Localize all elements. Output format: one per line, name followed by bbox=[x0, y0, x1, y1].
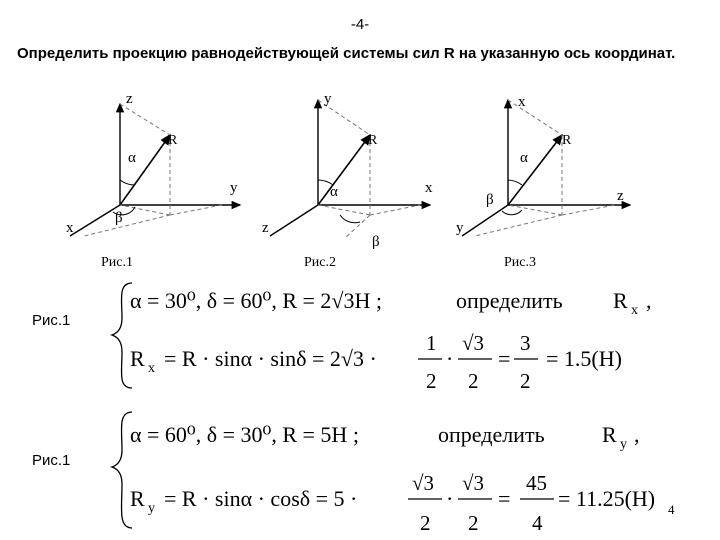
frac-1-3-den: 2 bbox=[520, 369, 531, 393]
result-1: = 1.5(H) bbox=[546, 346, 622, 371]
determine-2: определить bbox=[438, 422, 545, 447]
axis-label-left-2: z bbox=[262, 220, 269, 236]
brace-2 bbox=[112, 412, 132, 528]
eq-lhs-1: R bbox=[130, 346, 145, 371]
axis-label-right-3: z bbox=[617, 188, 624, 204]
svg-text:=: = bbox=[498, 346, 511, 371]
target-tail-1: , bbox=[646, 288, 652, 313]
eq-lhs-sub-2: y bbox=[148, 501, 155, 516]
task-statement: Определить проекцию равнодействующей системы сил R на указанную ось координат. bbox=[17, 45, 676, 62]
eq-lhs-2: R bbox=[130, 486, 145, 511]
result-2: = 11.25(H) bbox=[558, 486, 656, 511]
axis-left-1 bbox=[70, 205, 120, 236]
frac-2-2-num: √3 bbox=[462, 471, 485, 495]
given-1: α = 30⁰, δ = 60⁰, R = 2√3H ; bbox=[130, 288, 383, 313]
eq-lhs-sub-1: x bbox=[148, 361, 155, 376]
frac-1-2-num: √3 bbox=[462, 331, 485, 355]
angle-alpha-1: α bbox=[128, 150, 136, 166]
frac-2-1-den: 2 bbox=[420, 511, 431, 535]
determine-1: определить bbox=[456, 288, 563, 313]
target-1: R bbox=[613, 288, 628, 313]
axis-label-left-1: x bbox=[66, 220, 74, 236]
slide-number: -4- bbox=[350, 16, 370, 33]
force-label-3: R bbox=[562, 133, 572, 148]
problem-2-label: Рис.1 bbox=[32, 452, 71, 469]
angle-alpha-2: α bbox=[330, 184, 338, 200]
svg-text:·: · bbox=[446, 346, 454, 371]
target-sub-2: y bbox=[620, 437, 627, 452]
target-sub-1: x bbox=[631, 303, 638, 318]
frac-2-1-num: √3 bbox=[412, 471, 435, 495]
target-2: R bbox=[602, 422, 617, 447]
frac-1-1-den: 2 bbox=[426, 369, 437, 393]
force-label-1: R bbox=[168, 133, 178, 148]
axis-label-left-3: y bbox=[456, 220, 464, 236]
angle-beta-1: β bbox=[115, 210, 123, 226]
frac-2-3-den: 4 bbox=[532, 511, 543, 535]
figure-caption-3: Рис.3 bbox=[504, 255, 536, 270]
force-vector-2 bbox=[318, 135, 370, 205]
target-tail-2: , bbox=[634, 422, 640, 447]
eq-mid-2: = R · sinα · cosδ = 5 · bbox=[164, 486, 358, 511]
force-vector-1 bbox=[120, 135, 170, 205]
figure-2 bbox=[262, 91, 433, 270]
angle-beta-3: β bbox=[486, 192, 494, 208]
problem-1 bbox=[112, 283, 652, 393]
frac-1-2-den: 2 bbox=[468, 369, 479, 393]
problem-2 bbox=[112, 412, 675, 535]
axis-label-right-2: x bbox=[425, 180, 433, 196]
page-mark: 4 bbox=[668, 502, 675, 517]
svg-text:·: · bbox=[446, 486, 454, 511]
figure-3 bbox=[456, 94, 630, 270]
axis-label-up-3: x bbox=[518, 94, 526, 110]
figure-1 bbox=[66, 91, 240, 270]
angle-beta-2: β bbox=[372, 234, 380, 250]
axis-label-right-1: y bbox=[230, 180, 238, 196]
given-2: α = 60⁰, δ = 30⁰, R = 5H ; bbox=[130, 422, 359, 447]
force-label-2: R bbox=[368, 133, 378, 148]
axis-label-up-2: y bbox=[324, 91, 332, 107]
force-vector-3 bbox=[508, 135, 562, 205]
frac-2-2-den: 2 bbox=[468, 511, 479, 535]
figure-caption-2: Рис.2 bbox=[304, 255, 336, 270]
brace-1 bbox=[112, 283, 132, 388]
figure-caption-1: Рис.1 bbox=[101, 255, 133, 270]
axis-left-3 bbox=[462, 205, 508, 236]
frac-1-1-num: 1 bbox=[426, 331, 437, 355]
axis-left-2 bbox=[270, 205, 318, 236]
axis-label-up-1: z bbox=[126, 91, 133, 107]
frac-1-3-num: 3 bbox=[520, 331, 531, 355]
svg-text:=: = bbox=[498, 486, 511, 511]
angle-alpha-3: α bbox=[520, 150, 528, 166]
problem-1-label: Рис.1 bbox=[32, 312, 71, 329]
eq-mid-1: = R · sinα · sinδ = 2√3 · bbox=[164, 346, 377, 371]
frac-2-3-num: 45 bbox=[526, 471, 547, 495]
